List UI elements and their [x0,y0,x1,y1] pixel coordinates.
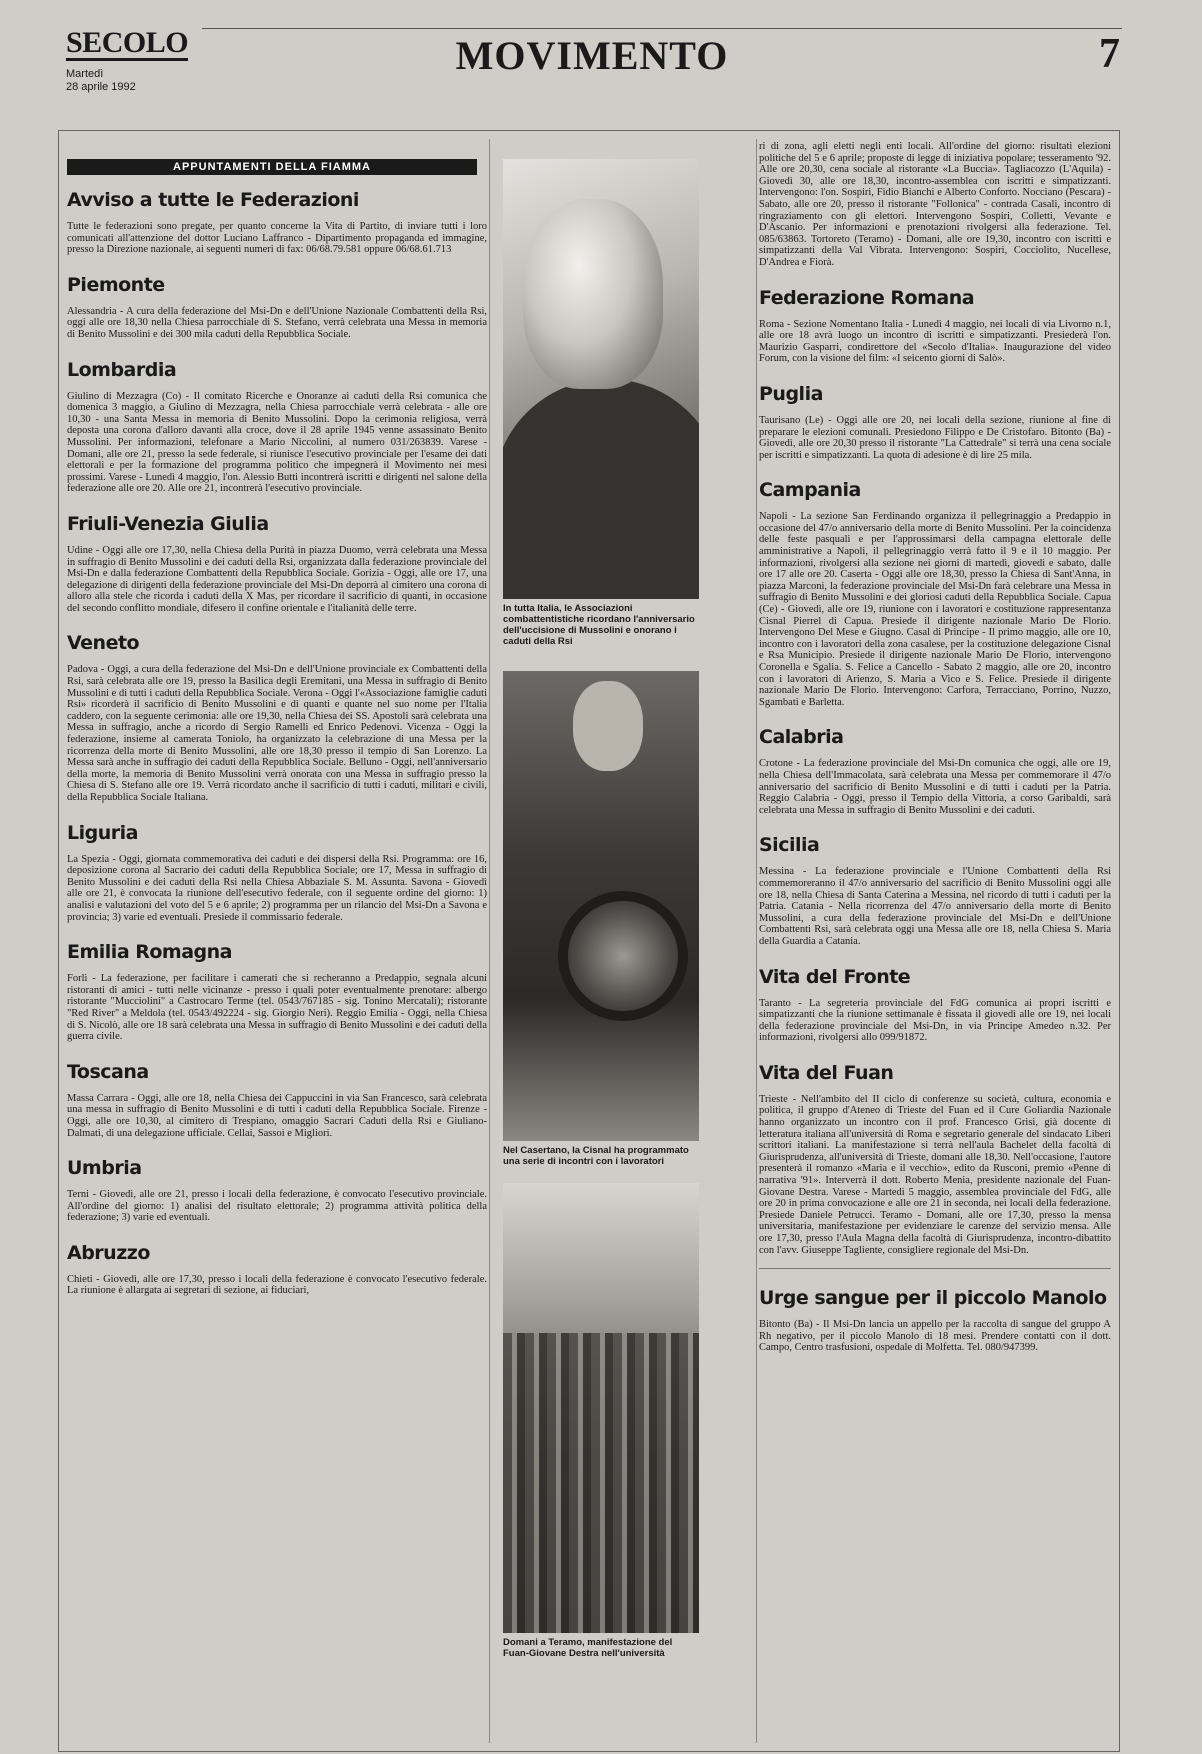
article-body: Bitonto (Ba) - Il Msi-Dn lancia un appello per la raccolta di sangue del gruppo A Rh negativo, per il piccolo Manolo di 18 mesi. Prendere contatti con il dott. Campo, Centro trasfusioni, ospedale di Molfetta. Tel. 080/947399. [759,1319,1111,1354]
photo-machine-wheel [558,891,688,1021]
article-heading: Toscana [67,1060,149,1083]
column-divider [489,139,490,1743]
article-body: Messina - La federazione provinciale e l'Unione Combattenti della Rsi commemoreranno il 47/o anniversario del sacrificio di Benito Mussolini oggi alle ore 18, nella Chiesa di Santa Caterina a Messina, nel ricordo di tutti i caduti per la Patria. Catania - Nella ricorrenza del 47/o anniversario della morte di Benito Mussolini, a cura della federazione provinciale del Msi-Dn e dell'Unione Combattenti Rsi, sarà celebrata oggi una Messa alle ore 18, nella Chiesa S. Maria della Guardia a Catania. [759,866,1111,947]
page-frame [58,130,1120,1752]
article-heading: Campania [759,479,861,502]
left-column-articles [67,189,487,1297]
issue-day: Martedì [66,68,104,80]
article-body: Napoli - La sezione San Ferdinando organizza il pellegrinaggio a Predappio in occasione del 47/o anniversario della morte di Benito Mussolini. Per la coincidenza delle feste pasquali e per l'approssimarsi della campagna elettorale delle amministrative a Napoli, il pellegrinaggio verrà fatto il 9 e il 10 maggio. Per informazioni, rivolgersi alla sezione nei giorni di martedì, giovedì e sabato, dalle ore 17 alle ore 20. Caserta - Oggi alle ore 18,30, presso la Chiesa di Sant'Anna, in piazza Marconi, la federazione provinciale del Msi-Dn farà celebrare una Messa in suffragio di Benito Mussolini e dei gloriosi caduti della Repubblica Sociale. Capua (Ce) - Giovedì, alle ore 19, riunione con i lavoratori e costituzione rappresentanza Cisnal Pierrel di Capua. Presiede il dirigente nazionale Mario De Florio. Intervengono Del Mese e Giugno. Casal di Principe - Il primo maggio, alle ore 10, incontro con i lavoratori della zona casalese, per la costituzione delegazione Cisnal e Rsa Municipio. Presiede il dirigente nazionale Mario De Florio, intervengono Coronella e Sgalia. S. Felice a Cancello - Sabato 2 maggio, alle ore 20, incontro con i lavoratori di Arienzo, S. Maria a Vico e S. Felice. Presiede il dirigente nazionale Mario De Florio. Intervengono: Carfora, Terracciano, Porrino, Nuzzo, Sgambati e Barletta. [759,511,1111,708]
top-rule [202,28,1122,29]
article-body: Terni - Giovedì, alle ore 21, presso i locali della federazione, è convocato l'esecutivo provinciale. All'ordine del giorno: 1) analisi del risultato elettorale; 2) programma attività politica della federazione; 3) varie ed eventuali. [67,1189,487,1224]
section-banner: APPUNTAMENTI DELLA FIAMMA [67,159,477,175]
article-body: Taurisano (Le) - Oggi alle ore 20, nei locali della sezione, riunione al fine di preparare le elezioni comunali. Presiedono Filippo e De Cristofaro. Bitonto (Ba) - Giovedì, alle ore 20,30 presso il ristorante "La Cattedrale" si terrà una cena sociale per iscritti e simpatizzanti. La quota di adesione è di lire 25 mila. [759,414,1111,461]
portrait-photo [503,159,699,599]
column-divider [756,139,757,1743]
photo-caption: Nel Casertano, la Cisnal ha programmato una serie di incontri con i lavoratori [503,1145,689,1167]
photo-audience [503,1333,699,1633]
article-heading: Umbria [67,1157,142,1180]
article-heading: Liguria [67,821,138,844]
article-heading: Avviso a tutte le Federazioni [67,189,359,211]
photo-figure-body [503,379,699,599]
article-body: Alessandria - A cura della federazione del Msi-Dn e dell'Unione Nazionale Combattenti della Rsi, oggi alle ore 18,30 nella Chiesa parrocchiale di S. Stefano, verrà celebrata una Messa in memoria di Benito Mussolini e dei 300 mila caduti della Repubblica Sociale. [67,305,487,340]
photo-worker-head [573,681,643,771]
photo-figure-head [523,199,663,389]
lecture-hall-photo [503,1183,699,1633]
article-body: Roma - Sezione Nomentano Italia - Lunedì 4 maggio, nei locali di via Livorno n.1, alle ore 18 avrà luogo un incontro di iscritti e simpatizzanti. Presiederà l'on. Maurizio Gasparri, condirettore del «Secolo d'Italia». Inaugurazione del video Forum, con la visione del film: «I seicento giorni di Salò». [759,318,1111,365]
article-heading: Urge sangue per il piccolo Manolo [759,1287,1107,1310]
article-body: Udine - Oggi alle ore 17,30, nella Chiesa della Purità in piazza Duomo, verrà celebrata una Messa in suffragio di Benito Mussolini e dei caduti della Rsi, organizzata dalla federazione provinciale del Msi-Dn e dalla federazione Combattenti della Repubblica Sociale. Gorizia - Oggi, alle ore 17, una delegazione di dirigenti della federazione provinciale del Msi-Dn deporrà al cimitero una corona di alloro alla stele che ricorda i caduti della X Mas, per ricordare il sacrificio di quanti, in occasione del secondo conflitto mondiale, difesero il confine orientale e l'italianità delle terre. [67,544,487,614]
photo-caption: In tutta Italia, le Associazioni combattentistiche ricordano l'anniversario dell'uccisione di Mussolini e onorano i caduti della Rsi [503,603,695,647]
right-column-articles [759,287,1111,1354]
page-number: 7 [1099,31,1120,77]
article-body: Crotone - La federazione provinciale del Msi-Dn comunica che oggi, alle ore 19, nella Chiesa dell'Immacolata, sarà celebrata una Messa per commemorare il 47/o anniversario del sacrificio di Benito Mussolini e di tutti i caduti per la Patria. Reggio Calabria - Oggi, presso il Tempio della Vittoria, a corso Garibaldi, sarà celebrata una Messa in suffragio di Benito Mussolini e dei caduti. [759,758,1111,816]
article-heading: Veneto [67,632,140,655]
article-body: Massa Carrara - Oggi, alle ore 18, nella Chiesa dei Cappuccini in via San Francesco, sarà celebrata una messa in suffragio di Benito Mussolini e di tutti i caduti della Repubblica Sociale. Firenze - Oggi, alle ore 10,30, al cimitero di Trespiano, omaggio Sacrari Caduti della Rsi e Giuliano-Dalmati, di una delegazione ufficiale. Cellai, Sassoi e Migliori. [67,1092,487,1139]
article-body: Trieste - Nell'ambito del II ciclo di conferenze su società, cultura, economia e politica, il gruppo d'Ateneo di Trieste del Fuan ed il Cure Goliardia Nazionale hanno organizzato un incontro con il prof. Francesco Grisi, già docente di letteratura italiana all'università di Roma e segretario generale del sindacato Liberi scrittori italiani. La manifestazione si terrà nell'aula Bachelet della facoltà di Giurisprudenza, all'università di Trieste, domani alle 18,30. Nell'occasione, l'autore presenterà il romanzo «Maria e il vecchio», edito da Rusconi, premio «Penne di narrativa '91». Interverrà il dott. Roberto Menia, presidente nazionale del Fuan-Giovane Destra. Varese - Martedì 5 maggio, assemblea provinciale del FdG, alle ore 20 in prima convocazione e alle ore 21 in seconda, nei locali della federazione. Presiede Daniele Petrucci. Teramo - Domani, alle ore 17,30, presso la mensa universitaria, manifestazione per evidenziare le carenze del servizio mensa. Alle ore 17,30, presso l'Aula Magna della facoltà di Giurisprudenza, incontro-dibattito con l'avv. Giuseppe Tagliente, consigliere regionale del Msi-Dn. [759,1093,1111,1256]
right-column [759,131,1111,1747]
article-heading: Puglia [759,382,823,405]
article-heading: Lombardia [67,358,177,381]
article-heading: Calabria [759,726,844,749]
photo-column [491,131,753,1747]
article-heading: Emilia Romagna [67,941,233,964]
article-heading: Vita del Fronte [759,965,911,988]
newspaper-logo: SECOLO [66,26,189,59]
article-body: Giulino di Mezzagra (Co) - Il comitato Ricerche e Onoranze ai caduti della Rsi comunica che domenica 3 maggio, a Giulino di Mezzagra, nella Chiesa parrocchiale verrà celebrata - alle ore 10,30 - una Santa Messa in memoria di Benito Mussolini. Dopo la cerimonia religiosa, verrà deposta una corona d'alloro davanti alla croce, dove il 28 aprile 1945 venne assassinato Benito Mussolini. Per informazioni, telefonare a Mario Niccolini, al numero 031/263839. Varese - Domani, alle ore 21, presso la sede federale, si riunisce l'esecutivo provinciale per l'esame dei dati elettorali e per la formazione del programma politico che impegnerà il Movimento nei mesi prossimi. Varese - Lunedì 4 maggio, l'on. Alessio Butti incontrerà iscritti e dirigenti nel salone della federazione alle ore 20. Alle ore 21, incontrerà l'esecutivo provinciale. [67,390,487,495]
article-body: Taranto - La segreteria provinciale del FdG comunica ai propri iscritti e simpatizzanti che la riunione settimanale è fissata il giovedì alle ore 19, nei locali della federazione provinciale del Msi-Dn, in via Principe Amedeo n.32. Per informazioni, rivolgersi allo 099/91872. [759,997,1111,1044]
article-body: Tutte le federazioni sono pregate, per quanto concerne la Vita di Partito, di inviare tutti i loro comunicati all'attenzione del dottor Luciano Laffranco - Dipartimento propaganda ed immagine, presso la Direzione nazionale, ai seguenti numeri di fax: 06/68.79.581 oppure 06/68.61.713 [67,221,487,256]
section-title: MOVIMENTO [455,33,729,78]
article-body: Forlì - La federazione, per facilitare i camerati che si recheranno a Predappio, segnala alcuni ristoranti di amici - tutti nelle vicinanze - presso i quali poter eventualmente prenotare: albergo ristorante "Mucciolini" a Castrocaro Terme (tel. 0543/767185 - sig. Tonino Mercatali); ristorante "Red River" a Meldola (tel. 0543/492224 - sig. Giorgio Neri). Reggio Emilia - Oggi, nella Chiesa di S. Nicolò, alle ore 18 sarà celebrata una Messa in suffragio di Benito Mussolini e dei caduti della guerra civile. [67,973,487,1043]
photo-caption: Domani a Teramo, manifestazione del Fuan-Giovane Destra nell'università [503,1637,673,1659]
workshop-photo [503,671,699,1141]
article-heading: Piemonte [67,273,165,296]
left-column [67,131,487,1747]
section-rule [759,1268,1111,1269]
issue-date-text: 28 aprile 1992 [66,81,136,93]
article-heading: Sicilia [759,834,820,857]
article-heading: Federazione Romana [759,286,975,309]
article-heading: Abruzzo [67,1241,150,1264]
masthead [62,28,1122,98]
article-heading: Vita del Fuan [759,1061,894,1084]
article-heading: Friuli-Venezia Giulia [67,512,269,535]
article-body: La Spezia - Oggi, giornata commemorativa dei caduti e dei dispersi della Rsi. Programma: ore 16, deposizione corona al Sacrario dei caduti della Repubblica Sociale; ore 17, Messa in suffragio di Benito Mussolini e dei caduti della Rsi nella Chiesa Abbaziale S. M. Assunta. Savona - Giovedì alle ore 21, è convocata la riunione dell'esecutivo federale, con il seguente ordine del giorno: 1) analisi e valutazioni del voto del 5 e 6 aprile; 2) programma per un rilancio del Msi-Dn a Savona e provincia; 3) varie ed eventuali. Presiede il commissario federale. [67,853,487,923]
article-body: Padova - Oggi, a cura della federazione del Msi-Dn e dell'Unione provinciale ex Combattenti della Rsi, sarà celebrata alle ore 19, presso la Basilica degli Eremitani, una Messa in suffragio di Benito Mussolini e di tutti i caduti della Repubblica Sociale. Verona - Oggi l'«Associazione famiglie caduti Rsi» ricorderà il sacrificio di Benito Mussolini e di quanti e quante nel suo nome per l'Italia caddero, con la seguente cerimonia: alle ore 19,30, nella Chiesa dei SS. Apostoli sarà celebrata una Messa in suffragio, anche a ricordo di Sergio Ramelli ed Enrico Pedenovi. Vicenza - Oggi la federazione, insieme al camerata Toniolo, ha organizzato la celebrazione di una Messa per la ricorrenza della morte di Benito Mussolini, alle ore 18,30 presso il tempio di San Lorenzo. La Messa sarà anche in suffragio dei caduti della Repubblica Sociale. Belluno - Oggi, nell'anniversario della morte, la memoria di Benito Mussolini verrà onorata con una Messa in suffragio presso la Chiesa di S. Stefano alle ore 19. Verrà ricordato anche il sacrificio di tutti i caduti, militari e civili, della Repubblica Sociale Italiana. [67,664,487,803]
article-body: Chieti - Giovedì, alle ore 17,30, presso i locali della federazione è convocato l'esecutivo federale. La riunione è allargata ai segretari di sezione, ai fiduciari, [67,1273,487,1297]
continued-article-text: ri di zona, agli eletti negli enti locali. All'ordine del giorno: risultati elezioni politiche del 5 e 6 aprile; proposte di legge di iniziativa popolare; tesseramento '92. Alle ore 20,30, cena sociale al ristorante «La Buccia». Tagliacozzo (L'Aquila) - Giovedì 30, alle ore 18,30, incontro-assemblea con iscritti e simpatizzanti. Intervengono: l'on. Sospiri, Fidio Bianchi e Alberto Conforto. Nocciano (Pescara) - Sabato, alle ore 20, presso il ristorante "Follonica" - contrada Casali, incontro di ringraziamento con gli elettori. Intervengono Sospiri, Colletti, Vevante e D'Ascanio. Per informazioni e prenotazioni rivolgersi alla federazione. Tel. 085/63863. Tortoreto (Teramo) - Domani, alle ore 19,30, incontro con iscritti e simpatizzanti della Val Vibrata. Intervengono: Sospiri, Cocciolito, Nucellese, D'Andrea e Fiorà. [759,141,1111,268]
